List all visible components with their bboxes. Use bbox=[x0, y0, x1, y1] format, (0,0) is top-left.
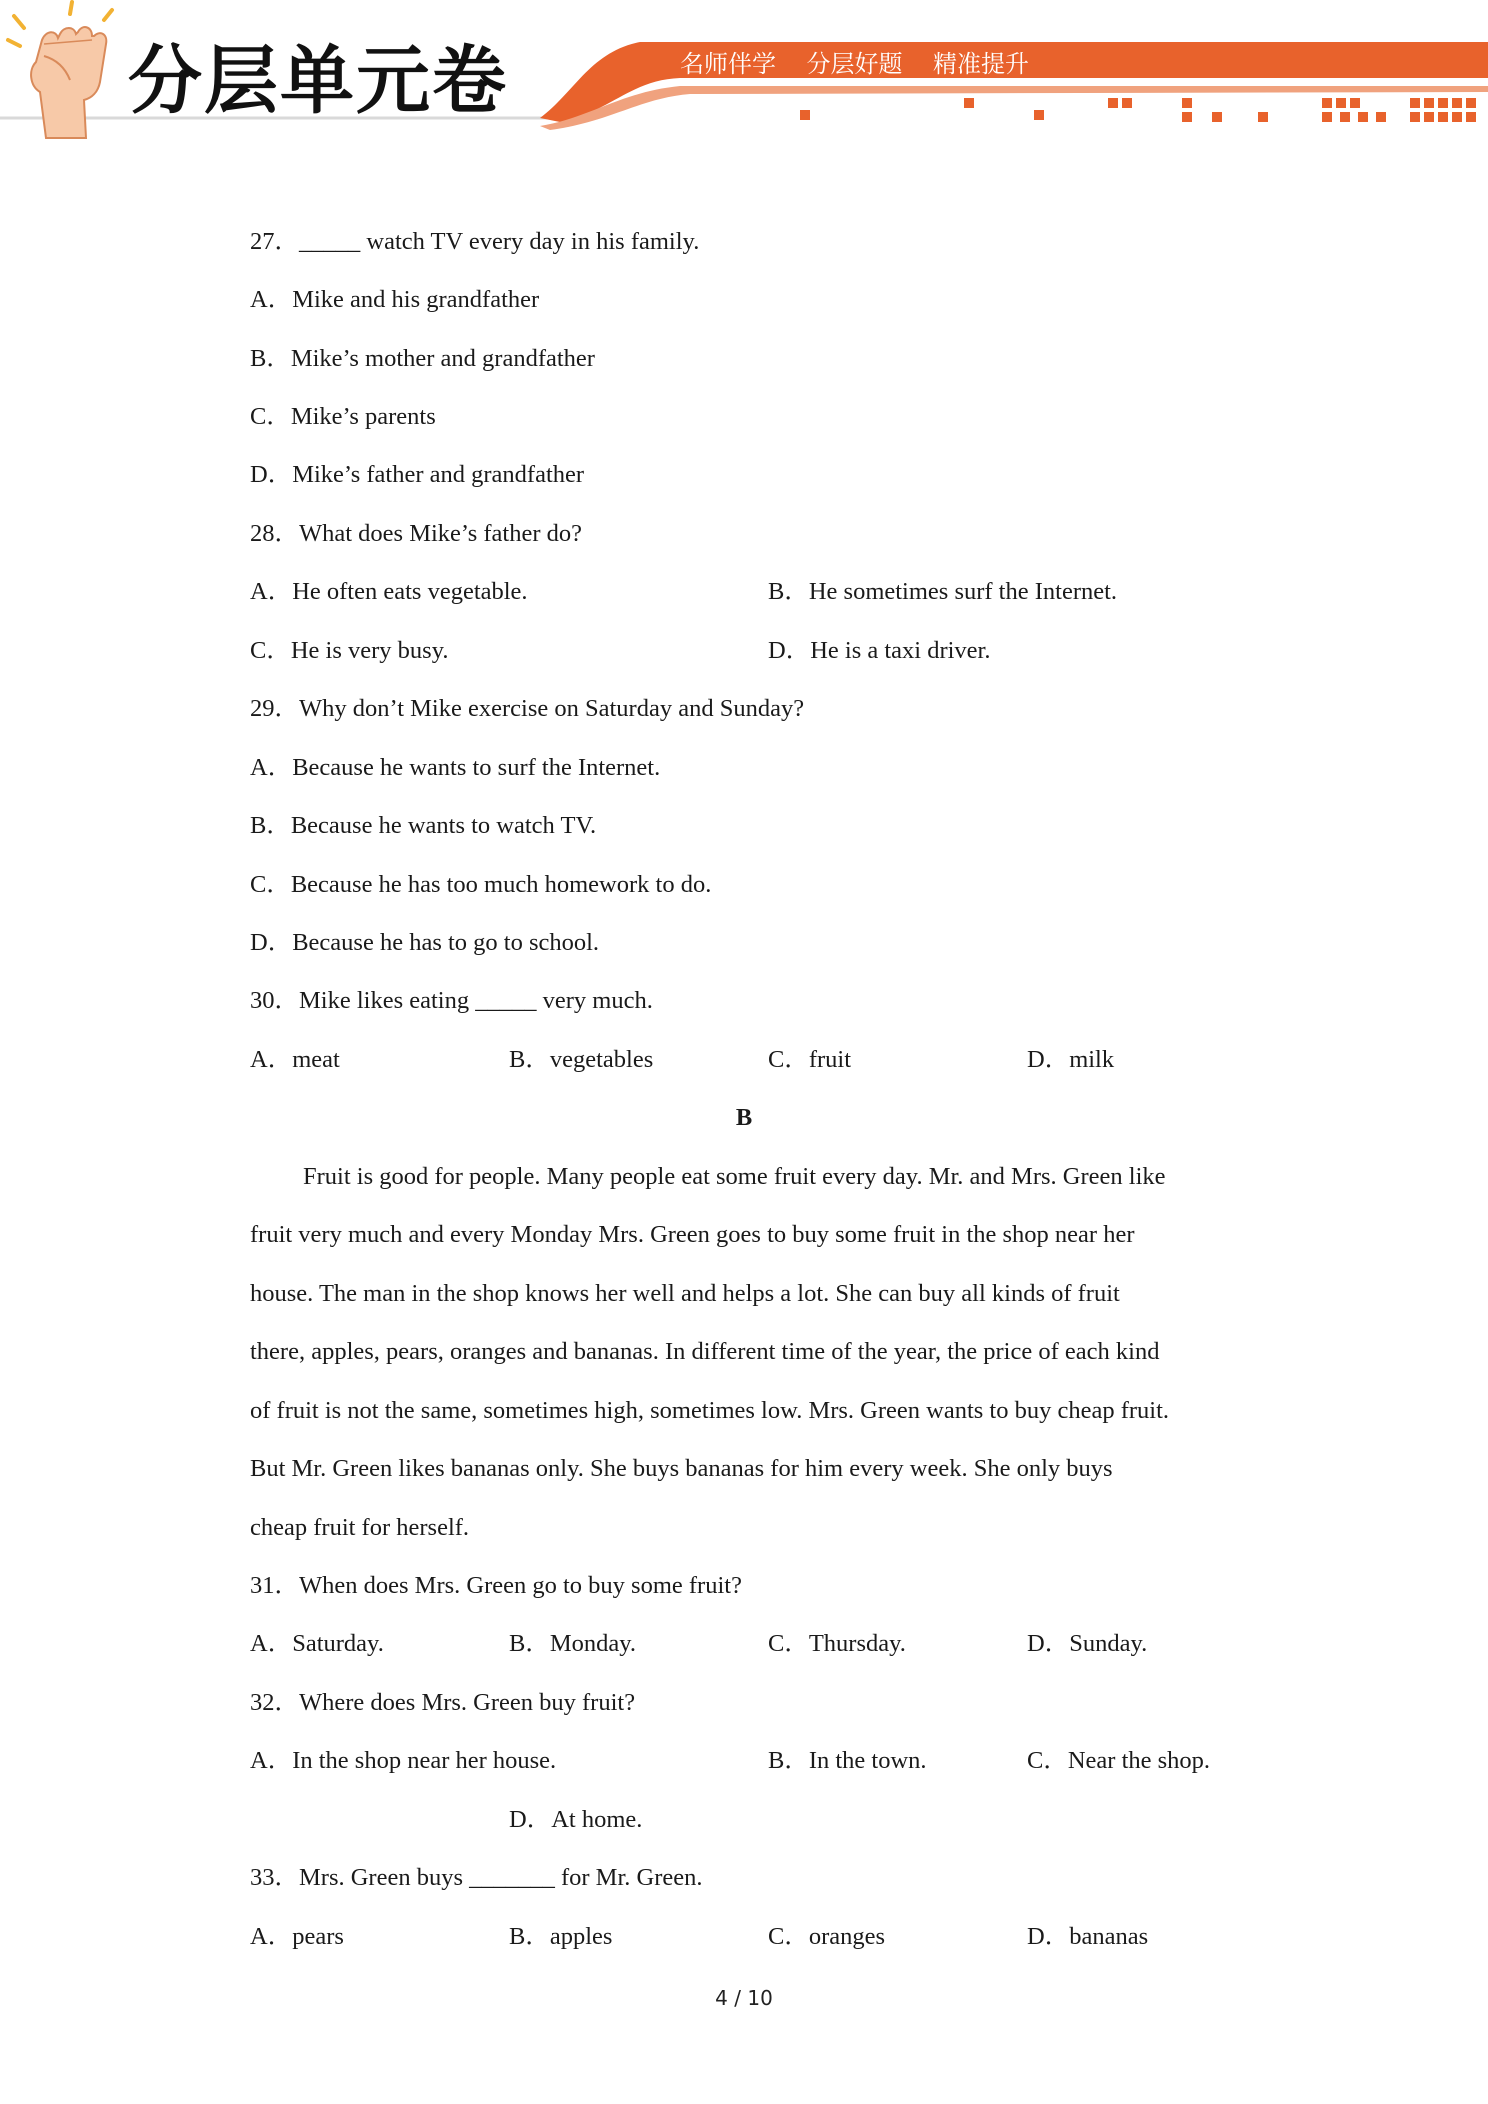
passage-line: But Mr. Green likes bananas only. She buys bananas for him every week. She only buys bbox=[250, 1455, 1113, 1482]
question-27-stem: 27．_____ watch TV every day in his family. bbox=[250, 228, 700, 255]
question-29-option-d: D．Because he has to go to school. bbox=[250, 929, 600, 956]
question-29-option-c: C．Because he has too much homework to do. bbox=[250, 871, 712, 898]
question-32-option-d: D．At home. bbox=[509, 1806, 643, 1833]
passage-line: house. The man in the shop knows her well and helps a lot. She can buy all kinds of fruit bbox=[250, 1280, 1120, 1307]
brand-title: 分层单元卷 bbox=[128, 38, 508, 124]
question-33-option-c: C．oranges bbox=[768, 1923, 886, 1950]
question-29-stem: 29．Why don’t Mike exercise on Saturday and Sunday? bbox=[250, 695, 805, 722]
question-33-stem: 33．Mrs. Green buys _______ for Mr. Green. bbox=[250, 1864, 703, 1891]
passage-line: there, apples, pears, oranges and bananas. In different time of the year, the price of each kind bbox=[250, 1338, 1160, 1365]
section-b-heading: B bbox=[735, 1104, 753, 1131]
question-29-option-b: B．Because he wants to watch TV. bbox=[250, 812, 597, 839]
page-number: 4 / 10 bbox=[715, 1986, 773, 2010]
page-header bbox=[0, 0, 1488, 150]
question-33-option-d: D．bananas bbox=[1027, 1923, 1149, 1950]
question-33-option-b: B．apples bbox=[509, 1923, 613, 1950]
question-32-stem: 32．Where does Mrs. Green buy fruit? bbox=[250, 1689, 636, 1716]
header-slogan: 名师伴学 分层好题 精准提升 bbox=[680, 50, 1030, 78]
passage-line: of fruit is not the same, sometimes high, sometimes low. Mrs. Green wants to buy cheap fruit. bbox=[250, 1397, 1170, 1424]
question-32-option-b: B．In the town. bbox=[768, 1747, 927, 1774]
question-33-option-a: A．pears bbox=[250, 1923, 344, 1950]
question-31-option-b: B．Monday. bbox=[509, 1630, 637, 1657]
question-30-option-a: A．meat bbox=[250, 1046, 340, 1073]
question-31-option-a: A．Saturday. bbox=[250, 1630, 384, 1657]
question-31-stem: 31．When does Mrs. Green go to buy some fruit? bbox=[250, 1572, 742, 1599]
question-27-option-c: C．Mike’s parents bbox=[250, 403, 436, 430]
question-31-option-d: D．Sunday. bbox=[1027, 1630, 1148, 1657]
question-28-stem: 28．What does Mike’s father do? bbox=[250, 520, 583, 547]
question-30-option-c: C．fruit bbox=[768, 1046, 852, 1073]
question-28-option-b: B．He sometimes surf the Internet. bbox=[768, 578, 1118, 605]
decorative-squares bbox=[800, 98, 1476, 122]
question-31-option-c: C．Thursday. bbox=[768, 1630, 906, 1657]
passage-line: fruit very much and every Monday Mrs. Green goes to buy some fruit in the shop near her bbox=[250, 1221, 1135, 1248]
question-27-option-a: A．Mike and his grandfather bbox=[250, 286, 540, 313]
question-32-option-a: A．In the shop near her house. bbox=[250, 1747, 557, 1774]
question-28-option-c: C．He is very busy. bbox=[250, 637, 449, 664]
question-30-option-d: D．milk bbox=[1027, 1046, 1115, 1073]
question-30-stem: 30．Mike likes eating _____ very much. bbox=[250, 987, 653, 1014]
question-27-option-d: D．Mike’s father and grandfather bbox=[250, 461, 585, 488]
question-28-option-d: D．He is a taxi driver. bbox=[768, 637, 991, 664]
passage-line: Fruit is good for people. Many people eat some fruit every day. Mr. and Mrs. Green like bbox=[303, 1163, 1166, 1190]
question-30-option-b: B．vegetables bbox=[509, 1046, 654, 1073]
question-29-option-a: A．Because he wants to surf the Internet. bbox=[250, 754, 661, 781]
question-28-option-a: A．He often eats vegetable. bbox=[250, 578, 528, 605]
question-27-option-b: B．Mike’s mother and grandfather bbox=[250, 345, 595, 372]
passage-line: cheap fruit for herself. bbox=[250, 1514, 470, 1541]
question-32-option-c: C．Near the shop. bbox=[1027, 1747, 1211, 1774]
